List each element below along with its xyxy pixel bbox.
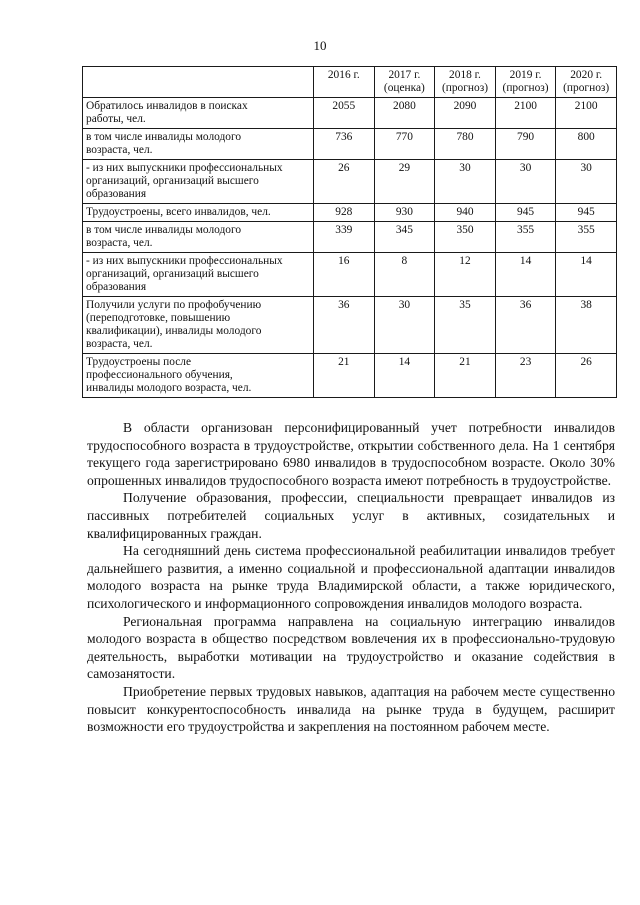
header-2016 bbox=[314, 67, 375, 98]
row-label: Получили услуги по профобучению (переподготовке, повышению квалификации), инвалиды молодого возраста, чел. bbox=[83, 297, 314, 354]
row-value: 780 bbox=[435, 129, 496, 160]
row-value: 928 bbox=[314, 204, 375, 222]
row-value: 736 bbox=[314, 129, 375, 160]
table-row bbox=[83, 297, 617, 354]
header-note: (прогноз) bbox=[563, 82, 610, 94]
row-label: Обратилось инвалидов в поисках работы, чел. bbox=[83, 98, 314, 129]
body-text bbox=[87, 419, 615, 736]
row-value: 14 bbox=[495, 253, 556, 297]
row-label: Трудоустроены, всего инвалидов, чел. bbox=[83, 204, 314, 222]
header-note: (прогноз) bbox=[441, 82, 488, 94]
paragraph: Приобретение первых трудовых навыков, адаптация на рабочем месте существенно повысит конкурентоспособность инвалида на рынке труда в будущем, расширит возможности его трудоустройства и закрепления на постоянном рабочем месте. bbox=[87, 683, 615, 735]
header-2018 bbox=[435, 67, 496, 98]
row-value: 30 bbox=[374, 297, 435, 354]
header-note: (оценка) bbox=[383, 82, 425, 94]
header-2017 bbox=[374, 67, 435, 98]
row-value: 945 bbox=[495, 204, 556, 222]
row-value: 12 bbox=[435, 253, 496, 297]
row-value: 770 bbox=[374, 129, 435, 160]
header-empty-cell bbox=[83, 67, 314, 98]
paragraph: Получение образования, профессии, специальности превращает инвалидов из пассивных потребителей социальных услуг в активных, созидательных и квалифицированных граждан. bbox=[87, 490, 615, 541]
row-value: 2100 bbox=[495, 98, 556, 129]
table-row bbox=[83, 160, 617, 204]
header-year: 2017 г. bbox=[388, 69, 421, 81]
statistics-table bbox=[82, 66, 617, 398]
row-value: 26 bbox=[314, 160, 375, 204]
paragraph: В области организован персонифицированный учет потребности инвалидов трудоспособного возраста в трудоустройстве, открытии собственного дела. На 1 сентября текущего года зарегистрировано 6980 инвалидов в трудоспособном возрасте. Около 30% опрошенных инвалидов трудоспособного возраста имеют потребность в трудоустройстве. bbox=[87, 420, 615, 488]
row-value: 16 bbox=[314, 253, 375, 297]
header-year: 2016 г. bbox=[327, 69, 360, 81]
row-label: Трудоустроены после профессионального обучения, инвалиды молодого возраста, чел. bbox=[83, 354, 314, 398]
table-row bbox=[83, 253, 617, 297]
row-label: в том числе инвалиды молодого возраста, чел. bbox=[83, 222, 314, 253]
row-value: 29 bbox=[374, 160, 435, 204]
row-value: 2080 bbox=[374, 98, 435, 129]
row-value: 21 bbox=[314, 354, 375, 398]
row-label: в том числе инвалиды молодого возраста, чел. bbox=[83, 129, 314, 160]
row-value: 790 bbox=[495, 129, 556, 160]
row-label: - из них выпускники профессиональных организаций, организаций высшего образования bbox=[83, 253, 314, 297]
row-label: - из них выпускники профессиональных организаций, организаций высшего образования bbox=[83, 160, 314, 204]
row-value: 8 bbox=[374, 253, 435, 297]
row-value: 930 bbox=[374, 204, 435, 222]
row-value: 35 bbox=[435, 297, 496, 354]
row-value: 36 bbox=[495, 297, 556, 354]
row-value: 14 bbox=[556, 253, 617, 297]
table-row bbox=[83, 222, 617, 253]
row-value: 355 bbox=[556, 222, 617, 253]
header-note: (прогноз) bbox=[502, 82, 549, 94]
row-value: 945 bbox=[556, 204, 617, 222]
row-value: 23 bbox=[495, 354, 556, 398]
row-value: 2100 bbox=[556, 98, 617, 129]
row-value: 26 bbox=[556, 354, 617, 398]
table-row bbox=[83, 129, 617, 160]
row-value: 14 bbox=[374, 354, 435, 398]
table-header-row bbox=[83, 67, 617, 98]
header-year: 2020 г. bbox=[570, 69, 603, 81]
paragraph: На сегодняшний день система профессиональной реабилитации инвалидов требует дальнейшего развития, а именно социальной и профессиональной адаптации инвалидов молодого возраста на рынке труда Владимирской области, а также юридического, психологического и информационного сопровождения инвалидов молодого возраста. bbox=[87, 543, 615, 611]
row-value: 36 bbox=[314, 297, 375, 354]
row-value: 345 bbox=[374, 222, 435, 253]
page-number: 10 bbox=[313, 38, 327, 53]
header-2019 bbox=[495, 67, 556, 98]
row-value: 940 bbox=[435, 204, 496, 222]
header-year: 2019 г. bbox=[509, 69, 542, 81]
row-value: 30 bbox=[435, 160, 496, 204]
table-row bbox=[83, 204, 617, 222]
row-value: 355 bbox=[495, 222, 556, 253]
row-value: 38 bbox=[556, 297, 617, 354]
table-row bbox=[83, 98, 617, 129]
row-value: 21 bbox=[435, 354, 496, 398]
row-value: 339 bbox=[314, 222, 375, 253]
table-row bbox=[83, 354, 617, 398]
row-value: 30 bbox=[495, 160, 556, 204]
row-value: 2090 bbox=[435, 98, 496, 129]
row-value: 30 bbox=[556, 160, 617, 204]
row-value: 2055 bbox=[314, 98, 375, 129]
table-body bbox=[83, 98, 617, 398]
header-year: 2018 г. bbox=[449, 69, 481, 81]
paragraph: Региональная программа направлена на социальную интеграцию инвалидов молодого возраста в общество посредством вовлечения их в профессионально-трудовую деятельность, выработки мотивации на трудоустройство и оказание содействия в самозанятости. bbox=[87, 613, 615, 682]
row-value: 800 bbox=[556, 129, 617, 160]
row-value: 350 bbox=[435, 222, 496, 253]
header-2020 bbox=[556, 67, 617, 98]
